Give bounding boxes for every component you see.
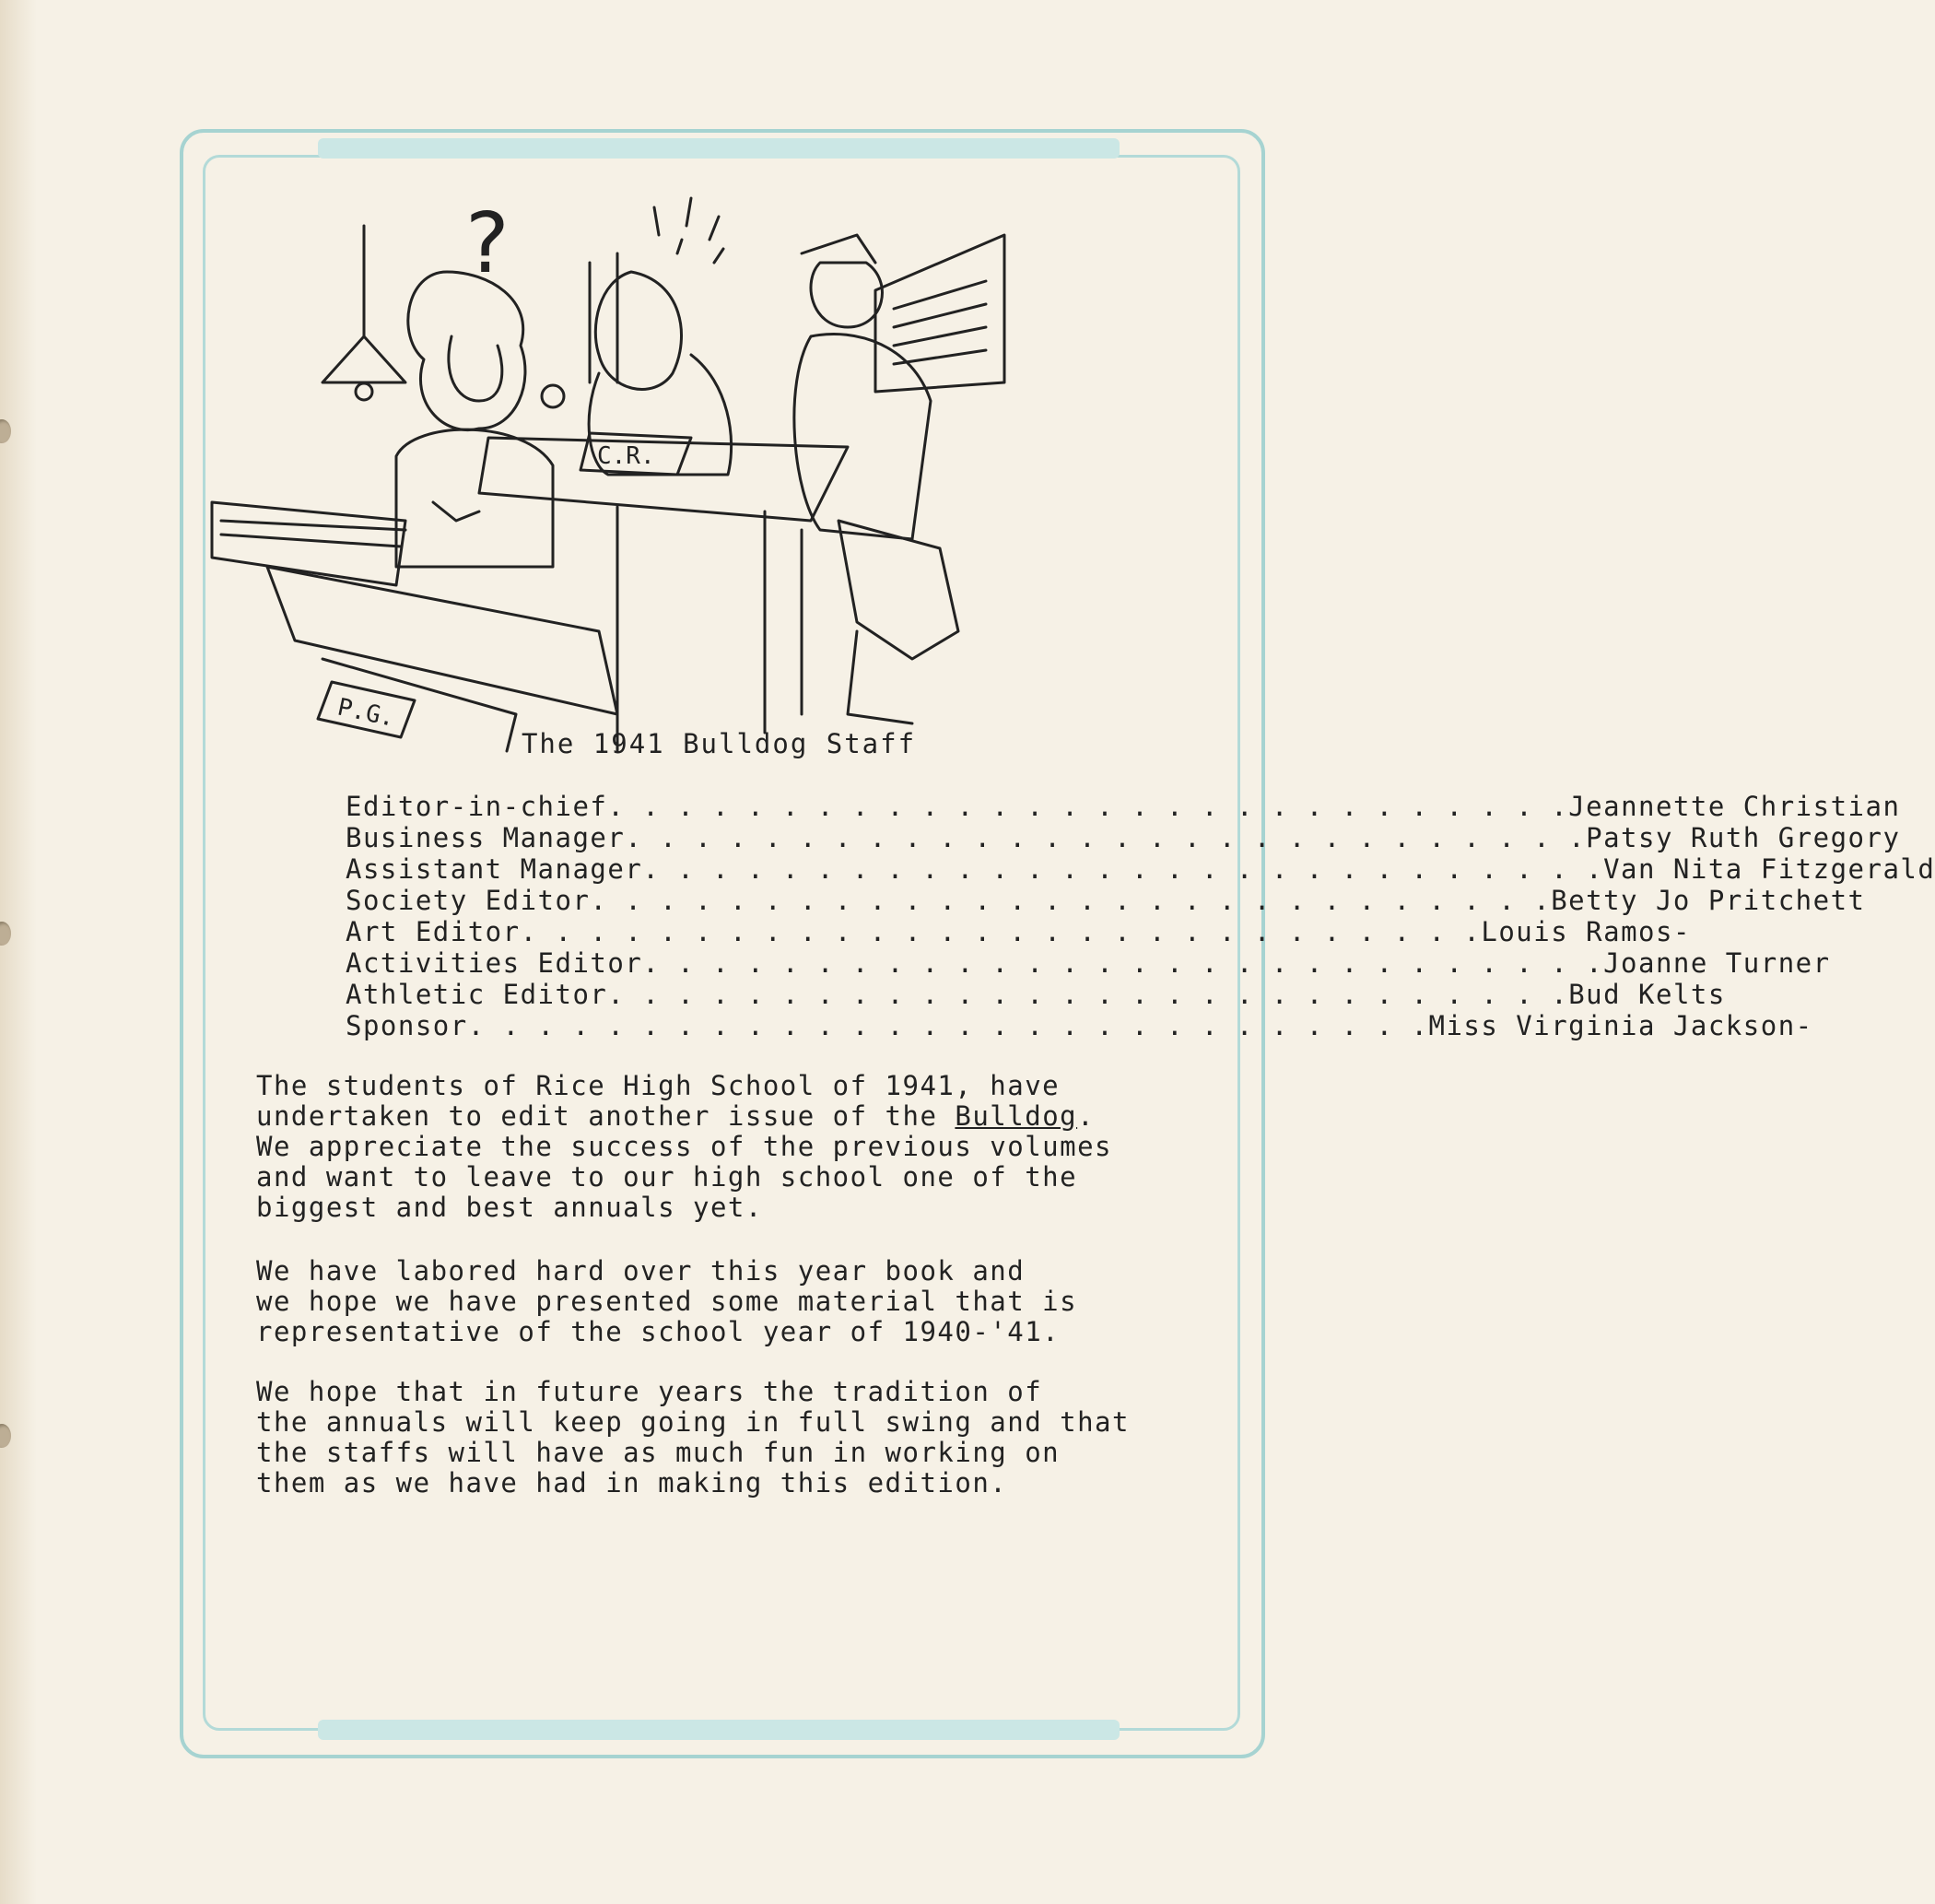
girl-face (449, 336, 502, 401)
paragraph-text: . We appreciate the success of the previous volumes and want to leave to our high school one of the biggest and best annuals yet. (256, 1100, 1113, 1223)
staff-role: Athletic Editor (346, 979, 608, 1010)
staff-role: Sponsor (346, 1010, 468, 1041)
staff-name: Bud Kelts (1568, 979, 1726, 1010)
man-cap (802, 235, 875, 263)
staff-name: Jeannette Christian (1568, 791, 1901, 822)
staff-row: Athletic Editor . . . . . . . . . . . . . . . . . . . . . . . . . . . . Bud Kelts (346, 979, 1726, 1010)
paragraph-intro (256, 1071, 1233, 1223)
man-head (811, 263, 882, 327)
inkwell (542, 385, 564, 407)
paragraph-labor: We have labored hard over this year book and we hope we have presented some material that is representative of the school year of 1940-'41. (256, 1255, 1078, 1347)
staff-role: Art Editor (346, 916, 521, 947)
staff-role: Society Editor (346, 885, 591, 916)
staff-row: Sponsor . . . . . . . . . . . . . . . . . . . . . . . . . . . . Miss Virginia Jackson- (346, 1010, 1813, 1041)
staff-name: Louis Ramos- (1481, 916, 1691, 947)
yearbook-title: Bulldog (955, 1100, 1078, 1132)
sweat-drops (654, 198, 723, 263)
center-table (479, 438, 848, 521)
page-edge (0, 0, 37, 1904)
candle (590, 253, 617, 382)
staff-row: Assistant Manager . . . . . . . . . . . . . . . . . . . . . . . . . . . . Van Nita Fitzgerald (346, 853, 1935, 885)
staff-row: Society Editor . . . . . . . . . . . . . . . . . . . . . . . . . . . . Betty Jo Pritchett (346, 885, 1866, 916)
staff-name: Patsy Ruth Gregory (1586, 822, 1901, 853)
staff-name: Van Nita Fitzgerald (1603, 853, 1935, 885)
paragraph-future: We hope that in future years the tradition of the annuals will keep going in full swing and that the staffs will have as much fun in working on them as we have had in making this edition. (256, 1376, 1130, 1499)
illustration-caption: The 1941 Bulldog Staff (521, 728, 917, 759)
staff-row: Activities Editor . . . . . . . . . . . . . . . . . . . . . . . . . . . . Joanne Turner (346, 947, 1831, 979)
girl-hair (408, 272, 525, 430)
staff-row: Editor-in-chief . . . . . . . . . . . . . . . . . . . . . . . . . . . . Jeannette Christian (346, 791, 1901, 822)
staff-role: Editor-in-chief (346, 791, 608, 822)
question-mark-icon: ? (465, 195, 510, 292)
lamp-bulb (356, 383, 372, 400)
staff-role: Business Manager (346, 822, 626, 853)
staff-name: Betty Jo Pritchett (1551, 885, 1866, 916)
staff-row: Business Manager . . . . . . . . . . . . . . . . . . . . . . . . . . . . Patsy Ruth Gregory (346, 822, 1901, 853)
lamp-shade (322, 336, 405, 382)
staff-cartoon-illustration (212, 195, 1226, 751)
frame-tab-bottom (318, 1720, 1120, 1740)
staff-row: Art Editor . . . . . . . . . . . . . . . . . . . . . . . . . . . . Louis Ramos- (346, 916, 1691, 947)
name-plate-pg-text: P.G. (334, 693, 398, 733)
man-foot (848, 631, 912, 723)
staff-name: Miss Virginia Jackson- (1428, 1010, 1813, 1041)
man-body (794, 335, 931, 539)
staff-role: Assistant Manager (346, 853, 643, 885)
name-plate-cr-text: C.R. (597, 442, 655, 470)
newspaper (875, 235, 1004, 392)
frame-tab-top (318, 138, 1120, 159)
girl-hand (433, 502, 479, 521)
boy-head (595, 272, 681, 389)
paragraph-text: The students of Rice High School of 1941, have undertaken to edit another issue of the (256, 1070, 1061, 1132)
staff-list (346, 791, 1935, 1041)
staff-role: Activities Editor (346, 947, 643, 979)
staff-name: Joanne Turner (1603, 947, 1831, 979)
